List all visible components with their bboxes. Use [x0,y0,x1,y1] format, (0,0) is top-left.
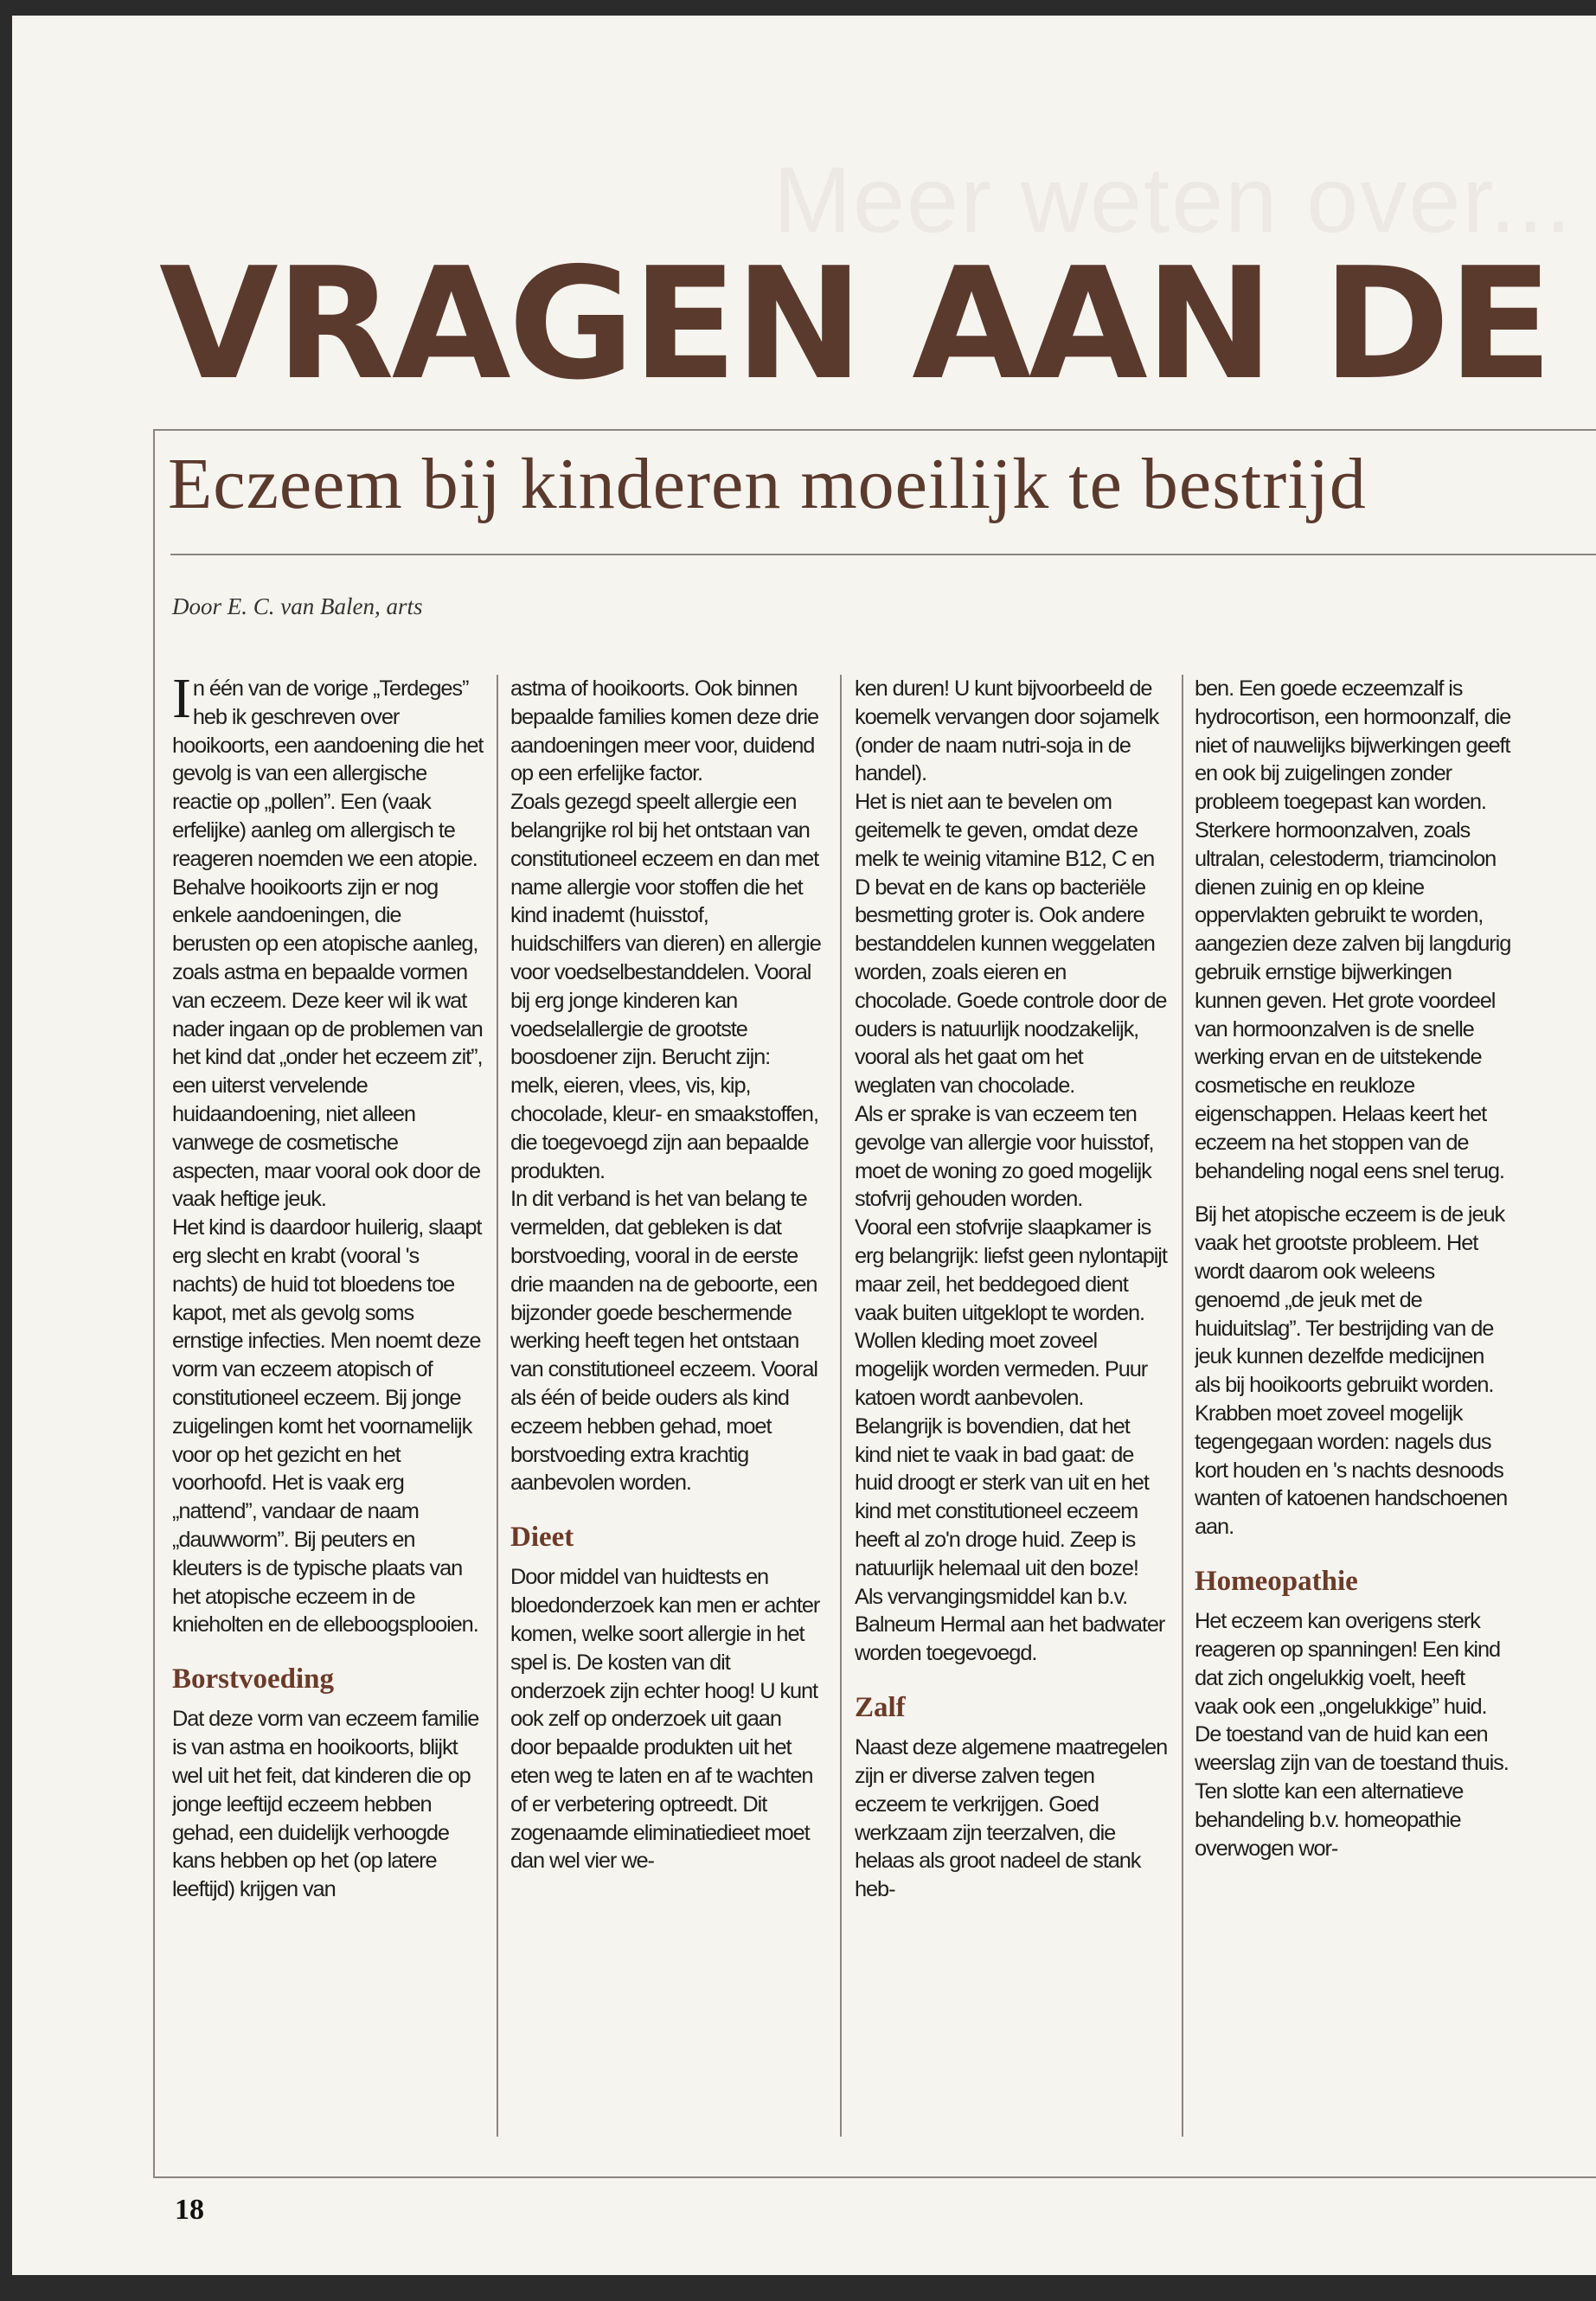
body-paragraph: Het eczeem kan overigens sterk reageren op spanningen! Een kind dat zich ongelukkig voelt, heeft vaak ook een „ongelukkige” huid. De toestand van de huid kan een weerslag zijn van de toestand thuis. [1195,1609,1509,1776]
section-heading-zalf: Zalf [855,1691,906,1723]
body-paragraph: Belangrijk is bovendien, dat het kind niet te vaak in bad gaat: de huid droogt er sterk van uit en het kind met constitutioneel eczeem heeft al zo'n droge huid. Zeep is natuurlijk helemaal uit den boze! Als vervangingsmiddel kan b.v. Balneum Hermal aan het badwater worden toegevoegd. [855,1413,1165,1666]
article-column-4 [1195,675,1511,2145]
byline: Door E. C. van Balen, arts [172,593,423,619]
section-heading-borstvoeding: Borstvoeding [172,1663,335,1695]
body-paragraph: Als er sprake is van eczeem ten gevolge van allergie voor huisstof, moet de woning zo goed mogelijk stofvrij gehouden worden. [855,1101,1154,1212]
body-paragraph: ben. Een goede eczeemzalf is hydrocortison, een hormoonzalf, die niet of nauwelijks bijwerkingen geeft en ook bij zuigelingen zonder probleem toegepast kan worden. Sterkere hormoonzalven, zoals ultralan, celestoderm, triamcinolon dienen zuinig en op kleine oppervlakten gebruikt te worden, aangezien deze zalven bij langdurig gebruik ernstige bijwerkingen kunnen geven. Het grote voordeel van hormoonzalven is de snelle werking ervan en de uitstekende cosmetische en reukloze eigenschappen. Helaas keert het eczeem na het stoppen van de behandeling nogal eens snel terug. [1195,676,1511,1183]
section-heading-homeopathie: Homeopathie [1195,1565,1358,1597]
intro-text: n één van de vorige „Terdeges” heb ik geschreven over hooikoorts, een aandoening die het gevolg is van een allergische reactie op „pollen”. Een (vaak erfelijke) aanleg om allergisch te reageren noemden we een atopie. Behalve hooikoorts zijn er nog enkele aandoeningen, die berusten op een atopische aanleg, zoals astma en bepaalde vormen van eczeem. Deze keer wil ik wat nader ingaan op de problemen van het kind dat „onder het eczeem zit”, een uiterst vervelende huidaandoening, niet alleen vanwege de cosmetische aspecten, maar vooral ook door de vaak heftige jeuk. [172,676,484,1212]
body-paragraph: Het kind is daardoor huilerig, slaapt erg slecht en krabt (vooral 's nachts) de huid tot bloedens toe kapot, met als gevolg soms ernstige infecties. Men noemt deze vorm van eczeem atopisch of constitutioneel eczeem. Bij jonge zuigelingen komt het voornamelijk voor op het gezicht en het voorhoofd. Het is vaak erg „nattend”, vandaar de naam „dauwworm”. Bij peuters en kleuters is de typische plaats van het atopische eczeem in de knieholten en de elleboogsplooien. [172,1215,482,1638]
ghost-heading: Meer weten over... [773,147,1574,252]
body-paragraph: Vooral een stofvrije slaapkamer is erg belangrijk: liefst geen nylontapijt maar zeil, het beddegoed dient vaak buiten uitgeklopt te worden. Wollen kleding moet zoveel mogelijk worden vermeden. Puur katoen wordt aanbevolen. [855,1215,1167,1410]
intro-paragraph [172,675,484,1214]
column-divider [497,675,498,2137]
title-rule [170,554,1596,555]
masthead-title: VRAGEN AAN DE [159,234,1551,413]
body-paragraph: ken duren! U kunt bijvoorbeeld de koemelk vervangen door sojamelk (onder de naam nutri-soja in de handel). [855,676,1159,786]
magazine-page [12,16,1596,2275]
paragraph-gap [1195,1185,1511,1201]
article-title: Eczeem bij kinderen moeilijk te bestrijd [168,444,1367,524]
article-column-2 [510,675,822,2145]
body-paragraph: Het is niet aan te bevelen om geitemelk te geven, omdat deze melk te weinig vitamine B12, C en D bevat en de kans op bacteriële besmetting groter is. Ook andere bestanddelen kunnen weggelaten worden, zoals eieren en chocolade. Goede controle door de ouders is natuurlijk noodzakelijk, vooral als het gaat om het weglaten van chocolade. [855,790,1167,1099]
body-paragraph: Ten slotte kan een alternatieve behandeling b.v. homeopathie overwogen wor- [1195,1779,1464,1861]
drop-cap: I [172,675,190,730]
body-paragraph: Door middel van huidtests en bloedonderzoek kan men er achter komen, welke soort allergie in het spel is. De kosten van dit onderzoek zijn echter hoog! U kunt ook zelf op onderzoek uit gaan door bepaalde produkten uit het eten weg te laten en af te wachten of er verbetering optreedt. Dit zogenaamde eliminatiedieet moet dan wel vier we- [510,1565,820,1874]
column-divider [1182,675,1183,2137]
body-paragraph: Naast deze algemene maatregelen zijn er diverse zalven tegen eczeem te verkrijgen. Goed werkzaam zijn teerzalven, die helaas als groot nadeel de stank heb- [855,1735,1168,1902]
body-paragraph: Dat deze vorm van eczeem familie is van astma en hooikoorts, blijkt wel uit het feit, dat kinderen die op jonge leeftijd eczeem hebben gehad, een duidelijk verhoogde kans hebben op het (op latere leeftijd) krijgen van [172,1707,479,1902]
page-number: 18 [175,2194,204,2226]
section-heading-dieet: Dieet [510,1522,574,1554]
body-paragraph: astma of hooikoorts. Ook binnen bepaalde families komen deze drie aandoeningen meer voor, duidend op een erfelijke factor. [510,676,819,786]
article-column-3 [855,675,1168,2145]
body-paragraph: In dit verband is het van belang te vermelden, dat gebleken is dat borstvoeding, vooral in de eerste drie maanden na de geboorte, een bijzonder goede beschermende werking heeft tegen het ontstaan van constitutioneel eczeem. Vooral als één of beide ouders als kind eczeem hebben gehad, moet borstvoeding extra krachtig aanbevolen worden. [510,1187,817,1496]
body-paragraph: Bij het atopische eczeem is de jeuk vaak het grootste probleem. Het wordt daarom ook weleens genoemd „de jeuk met de huiduitslag”. Ter bestrijding van de jeuk kunnen dezelfde medicijnen als bij hooikoorts gebruikt worden. Krabben moet zoveel mogelijk tegengegaan worden: nagels dus kort houden en 's nachts desnoods wanten of katoenen handschoenen aan. [1195,1202,1508,1540]
body-paragraph: Zoals gezegd speelt allergie een belangrijke rol bij het ontstaan van constitutioneel eczeem en dan met name allergie voor stoffen die het kind inademt (huisstof, huidschilfers van dieren) en allergie voor voedselbestanddelen. Vooral bij erg jonge kinderen kan voedselallergie de grootste boosdoener zijn. Berucht zijn: melk, eieren, vlees, vis, kip, chocolade, kleur- en smaakstoffen, die toegevoegd zijn aan bepaalde produkten. [510,790,821,1183]
article-column-1 [172,675,484,2145]
column-divider [840,675,842,2137]
